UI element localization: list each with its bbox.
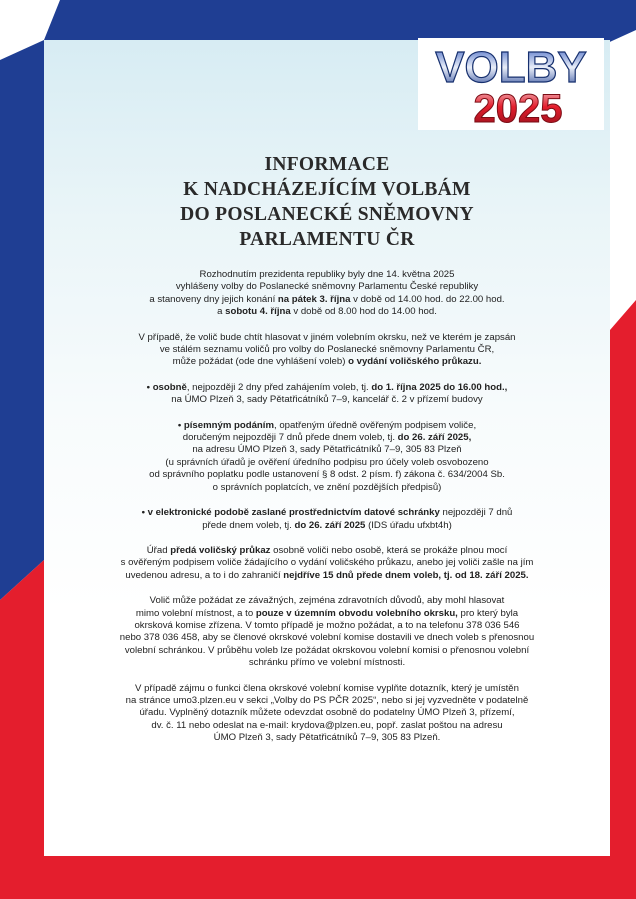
- text-line: V případě zájmu o funkci člena okrskové volební komise vyplňte dotazník, který je umístěn: [135, 682, 519, 694]
- text-line: ÚMO Plzeň 3, sady Pětatřicátníků 7–9, 305 83 Plzeň.: [213, 732, 441, 744]
- logo-year: 2025: [473, 87, 563, 130]
- portable-ballot-box-paragraph: [60, 595, 594, 669]
- volby-2025-logo: [418, 38, 604, 130]
- text-line: V případě, že volič bude chtít hlasovat v jiném volebním okrsku, než ve kterém je zapsán: [138, 331, 516, 343]
- option-data-box: [60, 507, 594, 532]
- text-line: • písemným podáním, opatřeným úředně ověřeným podpisem voliče,: [177, 419, 477, 431]
- voter-card-paragraph: [60, 332, 594, 369]
- card-delivery-paragraph: [60, 545, 594, 582]
- text-line: dv. č. 11 nebo odeslat na e-mail: krydova@plzen.eu, popř. zaslat poštou na adresu: [151, 719, 503, 731]
- text-line: uvedenou adresu, a to i do zahraničí nejdříve 15 dnů přede dnem voleb, tj. od 18. září 2025.: [125, 569, 529, 581]
- title-line: K NADCHÁZEJÍCÍM VOLBÁM: [183, 179, 471, 200]
- title-line: PARLAMENTU ČR: [239, 229, 415, 250]
- text-line: Úřad předá voličský průkaz osobně voliči nebo osobě, která se prokáže plnou mocí: [146, 544, 508, 556]
- text-line: vyhlášeny volby do Poslanecké sněmovny Parlamentu České republiky: [175, 281, 479, 293]
- title-line: DO POSLANECKÉ SNĚMOVNY: [180, 204, 474, 225]
- text-line: úřadu. Vyplněný dotazník můžete odevzdat osobně do podatelny ÚMO Plzeň 3, přízemí,: [139, 707, 515, 719]
- logo-word: VOLBY: [435, 43, 587, 92]
- text-line: volební schránkou. V průběhu voleb lze požádat okrskovou volební komisi o přenosnou volební: [124, 644, 530, 656]
- text-line: Rozhodnutím prezidenta republiky byly dne 14. května 2025: [199, 269, 455, 280]
- text-line: nebo 378 036 458, aby se členové okrskové volební komise dostavili ve dnech voleb s přenosnou: [119, 632, 535, 644]
- text-line: na adresu ÚMO Plzeň 3, sady Pětatřicátníků 7–9, 305 83 Plzeň: [192, 444, 462, 456]
- text-line: mimo volební místnost, a to pouze v územním obvodu volebního okrsku, pro který byla: [135, 607, 519, 619]
- text-line: a sobotu 4. října v době od 8.00 hod do 14.00 hod.: [217, 306, 437, 318]
- text-line: schránku přímo ve volební místnosti.: [248, 657, 406, 669]
- notice-body: [60, 269, 594, 758]
- text-line: přede dnem voleb, tj. do 26. září 2025 (IDS úřadu ufxbt4h): [202, 519, 452, 531]
- option-written-request: [60, 420, 594, 494]
- text-line: (u správních úřadů je ověření úředního podpisu pro účely voleb osvobozeno: [165, 456, 489, 468]
- text-line: od správního poplatku podle ustanovení § 8 odst. 2 písm. f) zákona č. 634/2004 Sb.: [149, 469, 505, 481]
- text-line: • osobně, nejpozději 2 dny před zahájením voleb, tj. do 1. října 2025 do 16.00 hod.,: [146, 381, 508, 393]
- page-title: [44, 152, 610, 252]
- text-line: na stránce umo3.plzen.eu v sekci „Volby do PS PČR 2025“, nebo si jej vyzvedněte v podatelně: [125, 694, 529, 706]
- text-line: může požádat (ode dne vyhlášení voleb) o vydání voličského průkazu.: [172, 356, 482, 368]
- option-in-person: [60, 382, 594, 407]
- text-line: a stanoveny dny jejich konání na pátek 3. října v době od 14.00 hod. do 22.00 hod.: [149, 293, 505, 305]
- text-line: Volič může požádat ze závažných, zejména zdravotních důvodů, aby mohl hlasovat: [149, 595, 505, 607]
- text-line: na ÚMO Plzeň 3, sady Pětatřicátníků 7–9, kancelář č. 2 v přízemí budovy: [171, 394, 483, 406]
- text-line: ve stálém seznamu voličů pro volby do Poslanecké sněmovny Parlamentu ČR,: [159, 344, 495, 356]
- text-line: okrsková komise zřízena. V tomto případě je možno požádat, a to na telefonu 378 036 546: [134, 619, 520, 631]
- election-dates-paragraph: [60, 269, 594, 319]
- text-line: • v elektronické podobě zaslané prostřednictvím datové schránky nejpozději 7 dnů: [141, 507, 513, 519]
- text-line: s ověřeným podpisem voliče žádajícího o vydání voličského průkazu, anebo jej voliči zašle na jím: [120, 557, 534, 569]
- commission-member-paragraph: [60, 683, 594, 745]
- title-line: INFORMACE: [264, 154, 390, 175]
- text-line: o správních poplatcích, ve znění pozdějších předpisů): [212, 481, 442, 493]
- text-line: doručeným nejpozději 7 dnů přede dnem voleb, tj. do 26. září 2025,: [182, 432, 472, 444]
